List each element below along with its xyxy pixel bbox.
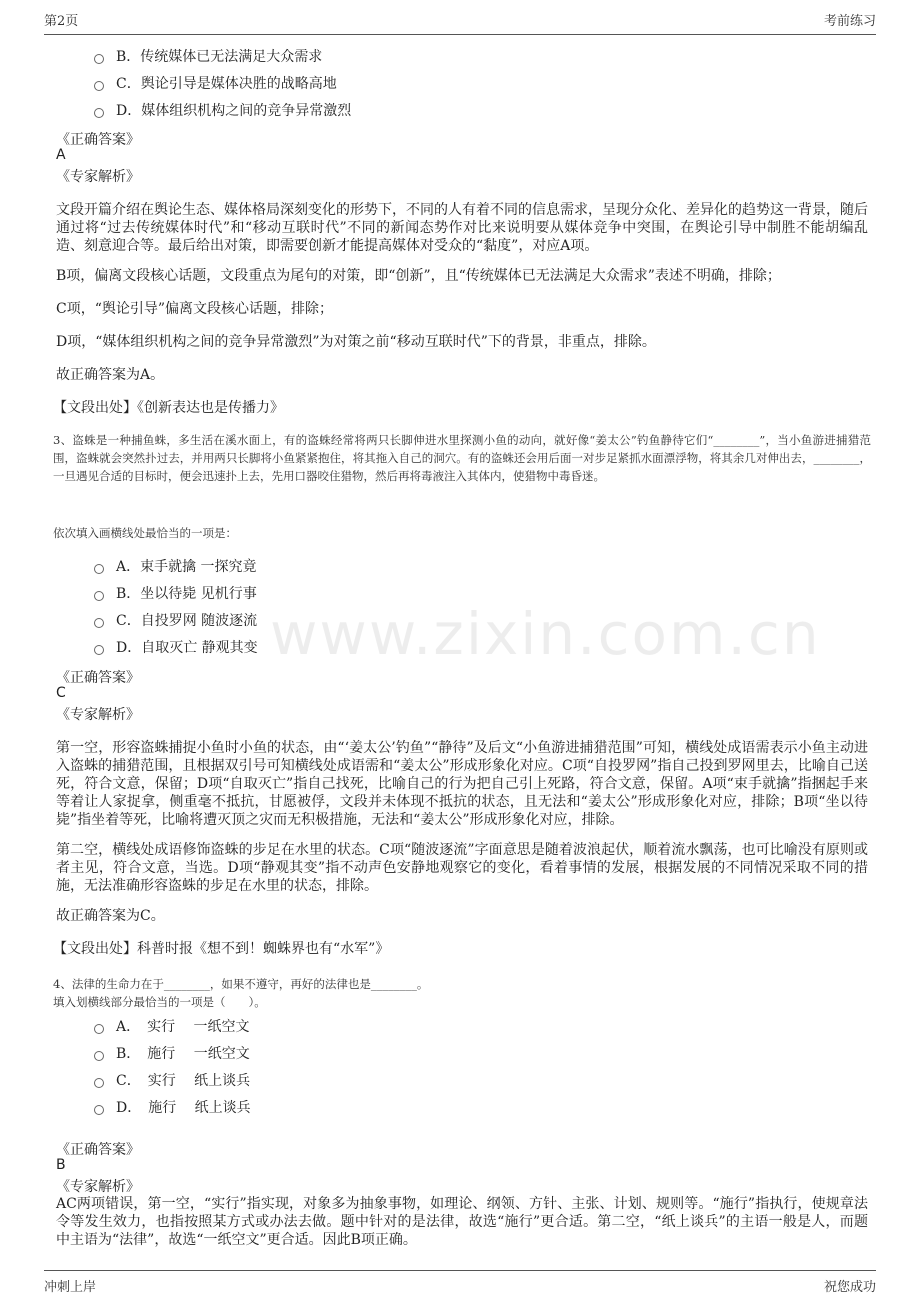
q3-analysis-para-1: 第一空，形容盗蛛捕捉小鱼时小鱼的状态，由“‘姜太公’钓鱼”“静待”及后文“小鱼游进捕猎范围”可知，横线处成语需表示小鱼主动进入盗蛛的捕猎范围，且根据双引号可知横线处成语需和“姜太公”形成形象化对应。C项“自投罗网”指自己投到罗网里去，比喻自己送死，符合文意，保留；D项“自取灭亡”指自己找死，比喻自己的行为把自己引上死路，符合文意，保留。A项“束手就擒”指捆起手来等着让人家捉拿，侧重毫不抵抗，甘愿被俘，文段并未体现不抵抗的状态，且无法和“姜太公”形成形象化对应，排除；B项“坐以待毙”指坐着等死，比喻将遭灭顶之灾而无积极措施，无法和“姜太公”形成形象化对应，排除。 xyxy=(56,740,868,828)
page-number: 第2页 xyxy=(44,14,79,29)
radio-icon[interactable] xyxy=(94,1051,104,1061)
option-label: D．媒体组织机构之间的竞争异常激烈 xyxy=(116,103,352,119)
q3-answer-label: 《正确答案》 xyxy=(56,670,140,686)
radio-icon[interactable] xyxy=(94,618,104,628)
option-label: D． 施行 纸上谈兵 xyxy=(116,1100,251,1116)
q3-analysis-para-2: 第二空，横线处成语修饰盗蛛的步足在水里的状态。C项“随波逐流”字面意思是随着波浪起伏，顺着流水飘荡，也可比喻没有原则或者主见，符合文意，当选。D项“静观其变”指不动声色安静地观察它的变化，看着事情的发展，根据发展的不同情况采取不同的措施，无法准确形容盗蛛的步足在水里的状态，排除。 xyxy=(56,842,868,894)
option-label: B．坐以待毙 见机行事 xyxy=(116,586,257,602)
option-label: C．舆论引导是媒体决胜的战略高地 xyxy=(116,76,337,92)
option-label: A．束手就擒 一探究竟 xyxy=(116,559,257,575)
q4-prompt: 填入划横线部分最恰当的一项是（ ）。 xyxy=(53,995,266,1009)
q3-answer: C xyxy=(56,685,66,701)
page-header xyxy=(44,10,876,35)
q2-option-c[interactable] xyxy=(94,73,337,93)
radio-icon[interactable] xyxy=(94,54,104,64)
q3-option-c[interactable] xyxy=(94,610,257,630)
q2-analysis-para-4: D项，“媒体组织机构之间的竞争异常激烈”为对策之前“移动互联时代”下的背景，非重点，排除。 xyxy=(56,334,656,350)
q4-analysis-label: 《专家解析》 xyxy=(56,1179,140,1195)
radio-icon[interactable] xyxy=(94,1024,104,1034)
header-title: 考前练习 xyxy=(823,14,876,29)
option-label: D．自取灭亡 静观其变 xyxy=(116,640,258,656)
radio-icon[interactable] xyxy=(94,1105,104,1115)
radio-icon[interactable] xyxy=(94,591,104,601)
q3-option-d[interactable] xyxy=(94,637,258,657)
q3-option-b[interactable] xyxy=(94,583,257,603)
footer-right: 祝您成功 xyxy=(823,1280,876,1295)
option-label: B．传统媒体已无法满足大众需求 xyxy=(116,49,323,65)
radio-icon[interactable] xyxy=(94,81,104,91)
q2-analysis-para-2: B项，偏离文段核心话题，文段重点为尾句的对策，即“创新”，且“传统媒体已无法满足大众需求”表述不明确，排除； xyxy=(56,268,781,284)
q3-stem: 3、盗蛛是一种捕鱼蛛，多生活在溪水面上，有的盗蛛经常将两只长脚伸进水里探测小鱼的动向，就好像“姜太公”钓鱼静待它们“________”，当小鱼游进捕猎范围，盗蛛就会突然扑过去，并用两只长脚将小鱼紧紧抱住，将其拖入自己的洞穴。有的盗蛛还会用后面一对步足紧抓水面漂浮物，将其余几对伸出去，________，一旦遇见合适的目标时，便会迅速扑上去，先用口器咬住猎物，然后再将毒液注入其体内，使猎物中毒昏迷。 xyxy=(53,433,871,483)
q2-answer-label: 《正确答案》 xyxy=(56,132,140,148)
q3-source: 【文段出处】科普时报《想不到！蜘蛛界也有“水军”》 xyxy=(53,941,390,957)
option-label: C．自投罗网 随波逐流 xyxy=(116,613,258,629)
q4-option-a[interactable] xyxy=(94,1016,250,1036)
q2-answer: A xyxy=(56,147,66,163)
watermark: www.zixin.com.cn xyxy=(270,600,821,668)
radio-icon[interactable] xyxy=(94,108,104,118)
radio-icon[interactable] xyxy=(94,645,104,655)
q4-answer-label: 《正确答案》 xyxy=(56,1142,140,1158)
option-label: A． 实行 一纸空文 xyxy=(116,1019,250,1035)
q4-analysis: AC两项错误，第一空，“实行”指实现，对象多为抽象事物，如理论、纲领、方针、主张、计划、规则等。“施行”指执行，使规章法令等发生效力，也指按照某方式或办法去做。题中针对的是法律，故选“施行”更合适。第二空，“纸上谈兵”的主语一般是人，而题中主语为“法律”，故选“一纸空文”更合适。因此B项正确。 xyxy=(56,1196,868,1248)
q4-option-d[interactable] xyxy=(94,1097,251,1117)
page-footer xyxy=(44,1270,876,1295)
radio-icon[interactable] xyxy=(94,564,104,574)
q2-conclusion: 故正确答案为A。 xyxy=(56,367,165,383)
q3-option-a[interactable] xyxy=(94,556,257,576)
q3-conclusion: 故正确答案为C。 xyxy=(56,908,165,924)
q4-answer: B xyxy=(56,1157,66,1173)
q4-option-b[interactable] xyxy=(94,1043,250,1063)
q2-source: 【文段出处】《创新表达也是传播力》 xyxy=(53,400,284,416)
footer-left: 冲刺上岸 xyxy=(44,1280,97,1295)
radio-icon[interactable] xyxy=(94,1078,104,1088)
q3-analysis-label: 《专家解析》 xyxy=(56,707,140,723)
q2-option-b[interactable] xyxy=(94,46,322,66)
q4-stem: 4、法律的生命力在于________，如果不遵守，再好的法律也是________。 xyxy=(53,977,429,991)
q2-analysis-label: 《专家解析》 xyxy=(56,169,140,185)
q4-option-c[interactable] xyxy=(94,1070,250,1090)
option-label: C． 实行 纸上谈兵 xyxy=(116,1073,251,1089)
q2-option-d[interactable] xyxy=(94,100,351,120)
q2-analysis-para-1: 文段开篇介绍在舆论生态、媒体格局深刻变化的形势下，不同的人有着不同的信息需求，呈现分众化、差异化的趋势这一背景，随后通过将“过去传统媒体时代”和“移动互联时代”不同的新闻态势作对比来说明要从媒体竞争中突围，在舆论引导中制胜不能胡编乱造、刻意迎合等。最后给出对策，即需要创新才能提高媒体对受众的“黏度”，对应A项。 xyxy=(56,202,868,254)
q3-prompt: 依次填入画横线处最恰当的一项是： xyxy=(53,526,237,540)
q2-analysis-para-3: C项，“舆论引导”偏离文段核心话题，排除； xyxy=(56,301,334,317)
option-label: B． 施行 一纸空文 xyxy=(116,1046,250,1062)
